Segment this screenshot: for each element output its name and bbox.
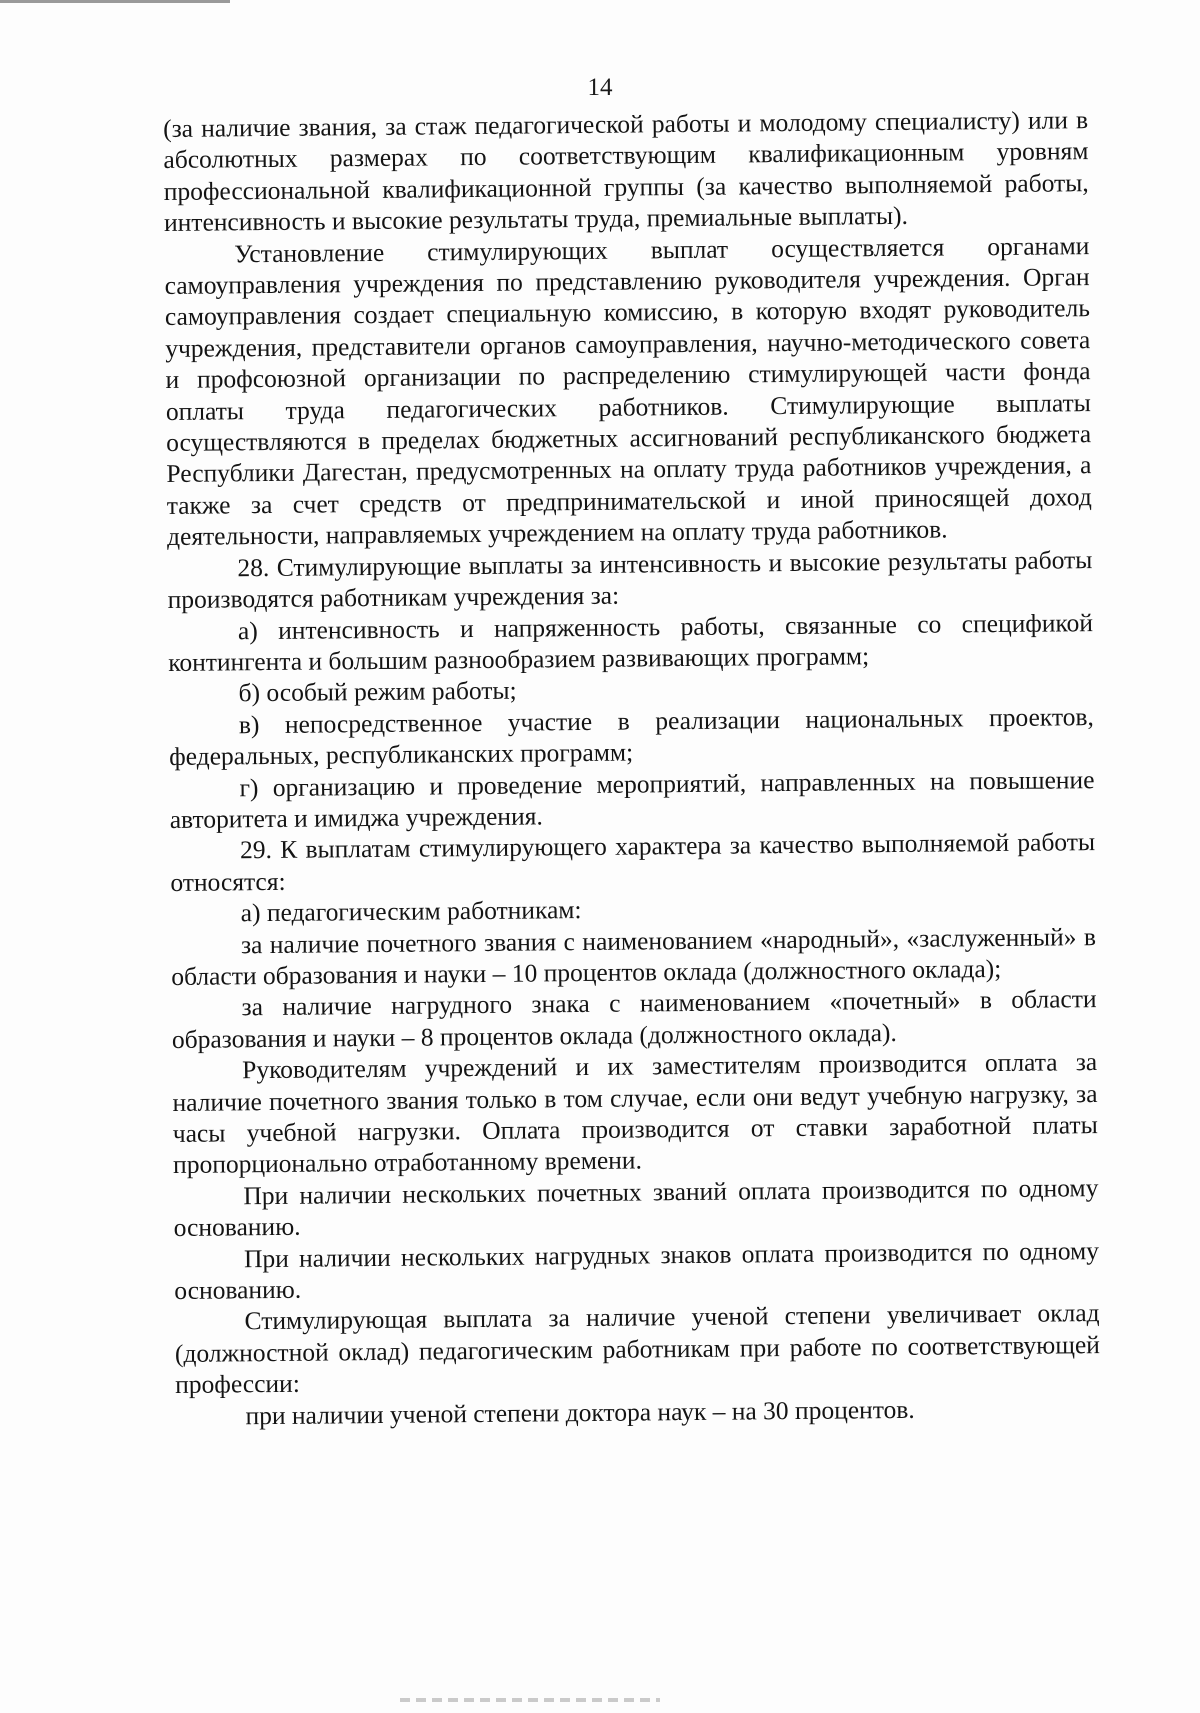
paragraph-item-28-a: а) интенсивность и напряженность работы, связанные со спецификой контингента и большим разнообразием развивающих программ;	[168, 607, 1094, 677]
paragraph-honorary-title: за наличие почетного звания с наименованием «народный», «заслуженный» в области образования и науки – 10 процентов оклада (должностного оклада);	[171, 921, 1097, 991]
scan-artifact	[400, 1698, 660, 1702]
paragraph-item-28: 28. Стимулирующие выплаты за интенсивность и высокие результаты работы производятся работникам учреждения за:	[167, 544, 1093, 615]
paragraph-stimulus-establishment: Установление стимулирующих выплат осуществляется органами самоуправления учреждения по представлению руководителя учреждения. Орган самоуправления создает специальную комиссию, в которую входят руководитель учреждения, представители органов самоуправления, научно-методического совета и профсоюзной организации по распределению стимулирующей части фонда оплаты труда педагогических работников. Стимулирующие выплаты осуществляются в пределах бюджетных ассигнований республиканского бюджета Республики Дагестан, предусмотренных на оплату труда работников учреждения, а также за счет средств от предпринимательской и иной приносящей доход деятельности, направляемых учреждением на оплату труда работников.	[164, 230, 1092, 552]
paragraph-item-29-a: а) педагогическим работникам:	[240, 895, 582, 928]
document-body	[163, 104, 1101, 1432]
paragraph-several-badges: При наличии нескольких нагрудных знаков оплата производится по одному основанию.	[174, 1235, 1100, 1305]
paragraph-doctor-degree: при наличии ученой степени доктора наук – на 30 процентов.	[245, 1394, 915, 1430]
paragraph-item-29: 29. К выплатам стимулирующего характера за качество выполняемой работы относятся:	[170, 827, 1096, 897]
scan-edge-line	[0, 0, 230, 3]
paragraph-academic-degree: Стимулирующая выплата за наличие ученой степени увеличивает оклад (должностной оклад) педагогическим работникам при работе по соответствующей профессии:	[174, 1298, 1101, 1400]
paragraph-badge: за наличие нагрудного знака с наименованием «почетный» в области образования и науки – 8 процентов оклада (должностного оклада).	[171, 984, 1097, 1054]
page-number: 14	[587, 74, 613, 101]
paragraph-several-titles: При наличии нескольких почетных званий оплата производится по одному основанию.	[173, 1172, 1099, 1243]
paragraph-item-28-v: в) непосредственное участие в реализации национальных проектов, федеральных, республиканских программ;	[169, 701, 1094, 772]
paragraph-continuation: (за наличие звания, за стаж педагогической работы и молодому специалисту) или в абсолютных размерах по соответствующим квалификационным уровням профессиональной квалификационной группы (за качество выполняемой работы, интенсивность и высокие результаты труда, премиальные выплаты).	[163, 105, 1089, 238]
paragraph-item-28-g: г) организацию и проведение мероприятий, направленных на повышение авторитета и имиджа учреждения.	[169, 764, 1095, 834]
paragraph-item-28-b: б) особый режим работы;	[238, 675, 517, 708]
paragraph-heads-payment: Руководителям учреждений и их заместителям производится оплата за наличие почетного звания только в том случае, если они ведут учебную нагрузку, за часы учебной нагрузки. Оплата производится от ставки заработной платы пропорционально отработанному времени.	[172, 1047, 1098, 1180]
